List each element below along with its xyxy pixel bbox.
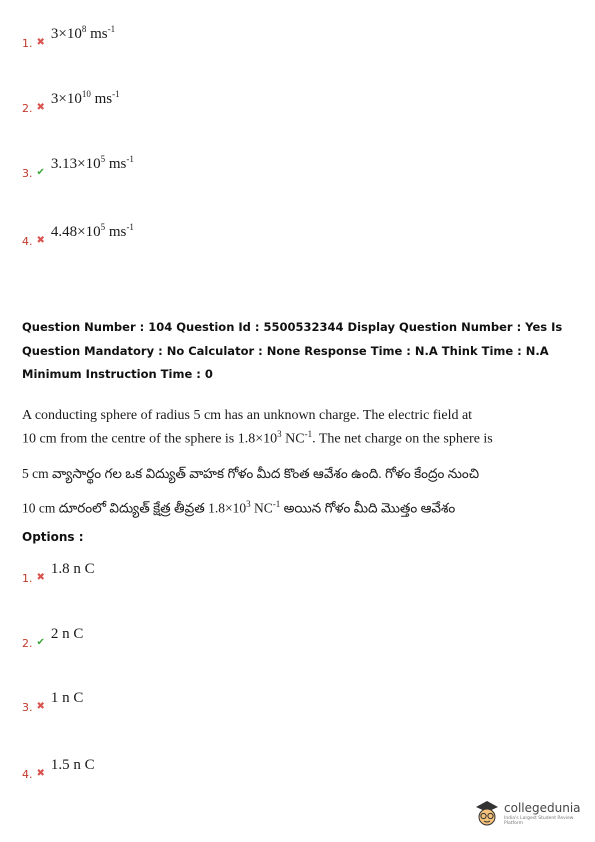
option-number: 4. <box>22 235 33 248</box>
question-meta: Question Number : 104 Question Id : 5500532344 Display Question Number : Yes Is Question Mandatory : No Calculator : None Response Time : N.A Think Time : N.A Minimum Instruction Time : 0 <box>22 320 563 381</box>
question-line-2: 10 cm from the centre of the sphere is $1.8\times 10^3$ $NC^{-1}$. The net charge on the sphere is <box>22 429 493 447</box>
option-3 <box>22 690 84 714</box>
collegedunia-logo <box>474 794 592 834</box>
options-label: Options : <box>22 530 84 544</box>
question-line-1: 5 cm వ్యాసార్థం గల ఒక విద్యుత్ వాహక గోళం మీద కొంత ఆవేశం ఉంది. గోళం కేంద్రం నుంచి <box>22 466 480 481</box>
option-number: 3. <box>22 167 33 180</box>
logo-name: collegedunia <box>504 801 581 816</box>
question-text-english <box>22 406 582 449</box>
correct-mark-icon: ✔ <box>36 637 45 648</box>
prev-option-2 <box>22 89 120 115</box>
logo-tagline: India's Largest Student Review Platform <box>504 815 574 826</box>
question-text-telugu <box>22 458 582 524</box>
question-line-2: 10 cm దూరంలో విద్యుత్ క్షేత్ర తీవ్రత $1.8\times 10^3$ $NC^{-1}$ అయిన గోళం మీది మొత్తం ఆవేశం <box>22 499 456 516</box>
option-text: 1 n C <box>50 690 84 706</box>
option-text: 2 n C <box>50 626 84 642</box>
prev-option-4 <box>22 222 134 248</box>
option-text: $3\times 10^{10}$ $ms^{-1}$ <box>50 89 120 107</box>
mascot-icon <box>474 799 500 829</box>
option-text: $4.48\times 10^5$ $ms^{-1}$ <box>50 222 134 240</box>
option-4 <box>22 757 95 781</box>
wrong-mark-icon: ✖ <box>36 701 45 712</box>
option-number: 3. <box>22 701 33 714</box>
option-number: 2. <box>22 637 33 650</box>
wrong-mark-icon: ✖ <box>36 102 45 113</box>
question-line-1: A conducting sphere of radius 5 cm has an unknown charge. The electric field at <box>22 408 473 423</box>
option-text: $3\times 10^8$ $ms^{-1}$ <box>50 24 116 42</box>
option-1 <box>22 561 95 585</box>
option-2 <box>22 626 84 650</box>
correct-mark-icon: ✔ <box>36 167 45 178</box>
wrong-mark-icon: ✖ <box>36 235 45 246</box>
wrong-mark-icon: ✖ <box>36 768 45 779</box>
option-text: 1.8 n C <box>50 561 95 577</box>
prev-option-1 <box>22 24 116 50</box>
wrong-mark-icon: ✖ <box>36 572 45 583</box>
option-text: $3.13\times 10^5$ $ms^{-1}$ <box>50 154 134 172</box>
option-number: 4. <box>22 768 33 781</box>
option-text: 1.5 n C <box>50 757 95 773</box>
option-number: 1. <box>22 37 33 50</box>
prev-option-3 <box>22 154 134 180</box>
wrong-mark-icon: ✖ <box>36 37 45 48</box>
option-number: 1. <box>22 572 33 585</box>
option-number: 2. <box>22 102 33 115</box>
